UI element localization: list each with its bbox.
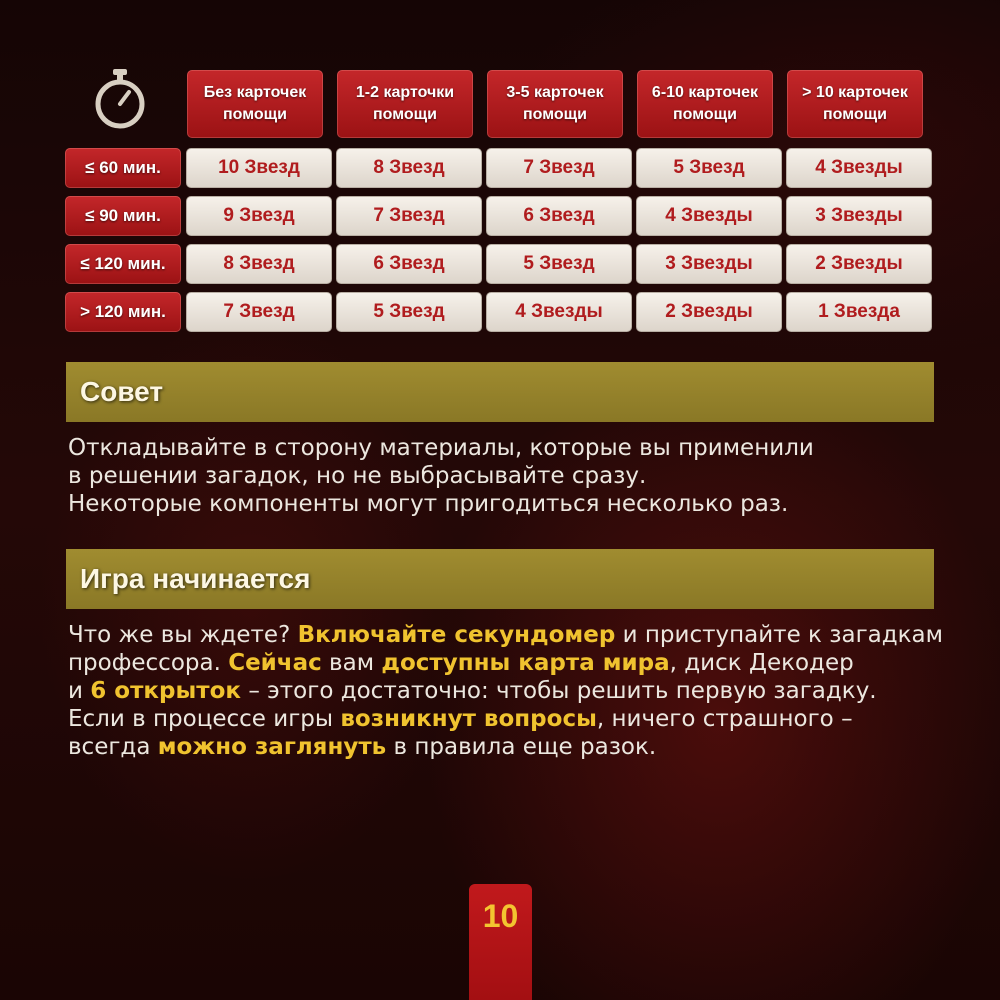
score-cell: 5 Звезд xyxy=(336,292,482,332)
header-1-2-cards: 1-2 карточки помощи xyxy=(337,70,473,138)
tip-line: Некоторые компоненты могут пригодиться несколько раз. xyxy=(68,491,789,517)
tip-line: в решении загадок, но не выбрасывайте сразу. xyxy=(68,463,647,489)
time-label: > 120 мин. xyxy=(65,292,181,332)
highlight: Сейчас xyxy=(228,650,322,676)
score-cell: 8 Звезд xyxy=(336,148,482,188)
header-3-5-cards: 3-5 карточек помощи xyxy=(487,70,623,138)
start-line: Что же вы ждете? Включайте секундомер и приступайте к загадкам xyxy=(68,622,943,648)
start-line: и 6 открыток – этого достаточно: чтобы решить первую загадку. xyxy=(68,678,877,704)
score-cell: 4 Звезды xyxy=(786,148,932,188)
tip-line: Откладывайте в сторону материалы, которые вы применили xyxy=(68,435,814,461)
score-cell: 3 Звезды xyxy=(786,196,932,236)
score-cell: 7 Звезд xyxy=(336,196,482,236)
score-cell: 5 Звезд xyxy=(486,244,632,284)
header-over-10-cards: > 10 карточек помощи xyxy=(787,70,923,138)
score-cell: 5 Звезд xyxy=(636,148,782,188)
highlight: можно заглянуть xyxy=(157,734,387,760)
score-cell: 4 Звезды xyxy=(636,196,782,236)
highlight: Включайте секундомер xyxy=(297,622,616,648)
tip-section-header xyxy=(66,362,934,422)
stopwatch-icon xyxy=(92,68,148,130)
score-cell: 7 Звезд xyxy=(486,148,632,188)
start-text xyxy=(68,621,948,761)
page-number-tab xyxy=(469,884,532,1000)
score-cell: 1 Звезда xyxy=(786,292,932,332)
score-cell: 2 Звезды xyxy=(786,244,932,284)
score-cell: 8 Звезд xyxy=(186,244,332,284)
tip-title: Совет xyxy=(80,376,164,407)
start-line: профессора. Сейчас вам доступны карта мира, диск Декодер xyxy=(68,650,854,676)
time-label: ≤ 60 мин. xyxy=(65,148,181,188)
score-cell: 3 Звезды xyxy=(636,244,782,284)
header-no-cards: Без карточек помощи xyxy=(187,70,323,138)
score-cell: 7 Звезд xyxy=(186,292,332,332)
start-line: Если в процессе игры возникнут вопросы, ничего страшного – xyxy=(68,706,853,732)
score-cell: 2 Звезды xyxy=(636,292,782,332)
score-cell: 6 Звезд xyxy=(486,196,632,236)
highlight: доступны карта мира xyxy=(381,650,670,676)
page-number: 10 xyxy=(482,898,519,934)
score-cell: 6 Звезд xyxy=(336,244,482,284)
score-cell: 4 Звезды xyxy=(486,292,632,332)
highlight: возникнут вопросы xyxy=(340,706,597,732)
score-cell: 10 Звезд xyxy=(186,148,332,188)
start-title: Игра начинается xyxy=(80,563,311,594)
score-cell: 9 Звезд xyxy=(186,196,332,236)
time-label: ≤ 90 мин. xyxy=(65,196,181,236)
header-6-10-cards: 6-10 карточек помощи xyxy=(637,70,773,138)
tip-text xyxy=(68,434,948,518)
start-line: всегда можно заглянуть в правила еще разок. xyxy=(68,734,657,760)
highlight: 6 открыток xyxy=(90,678,242,704)
start-section-header xyxy=(66,549,934,609)
time-label: ≤ 120 мин. xyxy=(65,244,181,284)
